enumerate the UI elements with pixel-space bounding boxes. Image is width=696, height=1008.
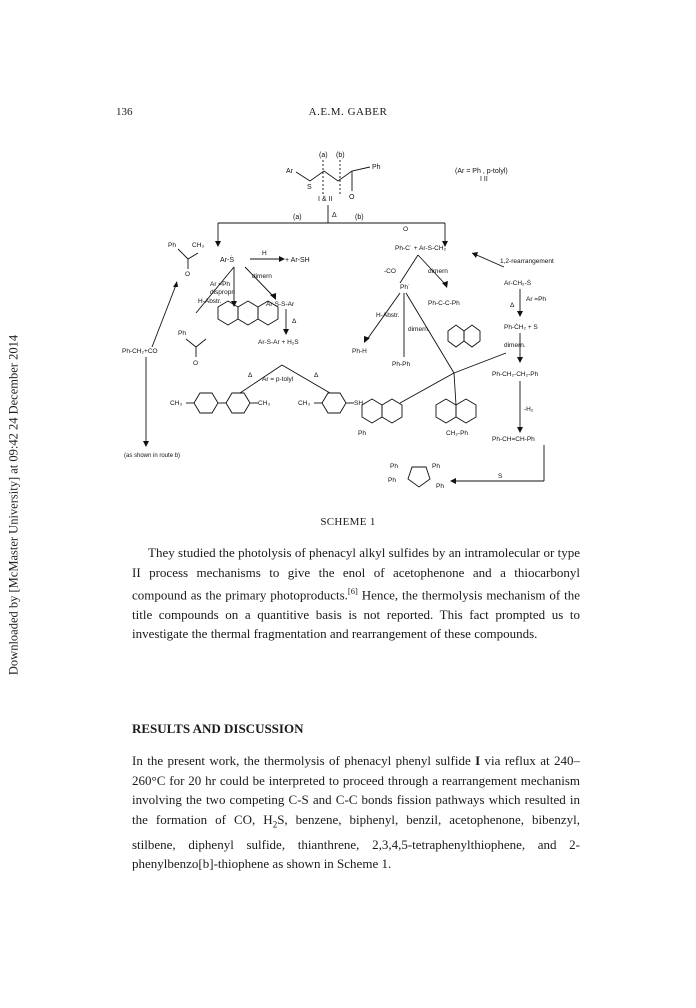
dimern-mid: dimern. (408, 326, 430, 333)
h-over-arrow: H (262, 250, 267, 257)
reaction-scheme (100, 135, 600, 535)
ph-benzo: Ph (358, 430, 366, 437)
thiocresol-ring (322, 393, 346, 413)
phch2co: Ph-CH₂+CO (122, 348, 158, 355)
acetophenone-bonds (186, 339, 206, 347)
label-ar: Ar (286, 168, 293, 175)
benzil: Ph-C-C-Ph (428, 300, 460, 307)
compound-label: I & II (318, 196, 333, 203)
section-heading-results: RESULTS AND DISCUSSION (132, 721, 304, 736)
h-abstr: H-Abstr. (198, 298, 222, 305)
ar-ptolyl: Ar = p-tolyl (262, 376, 294, 383)
ch3-right: CH₃ (258, 400, 271, 407)
minus-co: -CO (384, 268, 396, 275)
download-watermark (0, 0, 28, 1008)
paragraph-thermolysis (132, 751, 580, 874)
phenylbenzothiophene-structure-1 (362, 399, 402, 423)
phch2-s: Ph-ĊH₂ + S (504, 324, 538, 331)
ph-left: Ph (168, 242, 176, 249)
ar-ch2-s: Ar-CH₂-Ṡ (504, 280, 532, 287)
ch3-thiol: CH₃ (298, 400, 311, 407)
label-ph-top: Ph (372, 164, 381, 171)
label-o: O (349, 194, 355, 201)
ar-eq-ph: Ar =Ph (210, 281, 231, 288)
p1-text-b: Hence, the thermolysis mechanism of the title compounds on a quantitive basis is not reported. This fact prompted us to investigate the thermal fragmentation and rearrangement of these compounds. (132, 587, 580, 642)
route-b-note: (as shown in route b) (124, 453, 181, 459)
sh: SH (354, 400, 364, 407)
o-benzoyl: O (403, 226, 409, 233)
p2-text-c: S, benzene, biphenyl, benzil, acetophenone, bibenzyl, stilbene, diphenyl sulfide, thianthrene, 2,3,4,5-tetraphenylthiophene, and 2-phenylbenzo[b]-thiophene as shown in Scheme 1. (132, 811, 580, 872)
ch3-left: CH₃ (170, 400, 183, 407)
ar-s-radical: Ar-Ṡ (220, 257, 234, 264)
rearrangement: 1,2-rearrangement (500, 258, 554, 265)
ar-definition: (Ar = Ph , p-tolyl) (455, 168, 508, 175)
roman-labels: I II (480, 176, 488, 183)
phph: Ph-Ph (392, 361, 411, 368)
ph-br: Ph (436, 483, 444, 490)
naphthalene-structure (448, 325, 480, 347)
s-over-arrow: S (498, 473, 503, 480)
branch-b-label: (b) (355, 214, 364, 221)
minus-h2: -H₂ (524, 406, 534, 413)
thiophene-ring (408, 467, 430, 487)
delta-right: Δ (510, 302, 515, 309)
phh: Ph-H (352, 348, 367, 355)
stilbene: Ph-CH=CH-Ph (492, 436, 535, 443)
p1-text-a: They studied the photolysis of phenacyl alkyl sulfides by an intramolecular or type II process mechanisms to give the enol of acetophenone and a thiocarbonyl compound as the primary photoproducts. (132, 545, 580, 603)
tolyl-ring-1 (194, 393, 218, 413)
arssar: Ar-S-S-Ar (266, 301, 295, 308)
h-abstr-right: H-Abstr. (376, 312, 400, 319)
delta-left: Δ (292, 318, 297, 325)
delta-low1: Δ (248, 372, 253, 379)
ph-acetophenone: Ph (178, 330, 186, 337)
o-left: O (185, 271, 191, 278)
p2-subscript: 2 (272, 819, 278, 830)
ch2-left: CH₃ (192, 242, 205, 249)
dimern-left: dimern (252, 273, 272, 280)
bibenzyl: Ph-CH₂-CH₂-Ph (492, 371, 539, 378)
scheme-caption: SCHEME 1 (320, 516, 376, 528)
tolyl-ring-2 (226, 393, 250, 413)
ph-dot: Ph˙ (400, 284, 411, 291)
top-compound-chain (296, 167, 370, 181)
dimern-right: dimern (428, 268, 448, 275)
p2-compound-label: I (475, 753, 481, 768)
ch2ph: CH₂-Ph (446, 430, 469, 437)
p2-text-a: In the present work, the thermolysis of phenacyl phenyl sulfide (132, 753, 476, 768)
p1-citation: [6] (347, 586, 358, 596)
delta-low2: Δ (314, 372, 319, 379)
branch-a-label: (a) (293, 214, 302, 221)
ars-ar-h2s: Ar-S-Ar + H₂S (258, 339, 299, 346)
paragraph-photolysis (132, 543, 580, 644)
acyl-radical-bond (178, 249, 198, 259)
page-number: 136 (116, 106, 133, 118)
running-head: A.E.M. GABER (308, 106, 388, 118)
ph-tl: Ph (390, 463, 398, 470)
phco-radical: Ph-C˙ + Ar-S-CH₂ (395, 245, 447, 252)
label-b: (b) (336, 152, 345, 159)
ar-eq-ph-right: Ar =Ph (526, 296, 547, 303)
label-s: S (307, 184, 312, 191)
delta-top: Δ (332, 212, 337, 219)
dispropn: dispropn (210, 289, 235, 296)
dimern-far: dimern. (504, 342, 526, 349)
ar-sh: + Ar-SH (285, 257, 310, 264)
ph-ml: Ph (388, 477, 396, 484)
download-watermark-text: Downloaded by [McMaster University] at 09:42 24 December 2014 (6, 334, 21, 676)
o-acetophenone: O (193, 360, 199, 367)
p2-text-b: via reflux at 240–260°C for 20 hr could be interpreted to proceed through a rearrangement mechanism involving the two competing C-S and C-C bonds fission pathways which resulted in the formation of CO, H (132, 753, 581, 827)
label-a: (a) (319, 152, 328, 159)
ph-tr: Ph (432, 463, 440, 470)
